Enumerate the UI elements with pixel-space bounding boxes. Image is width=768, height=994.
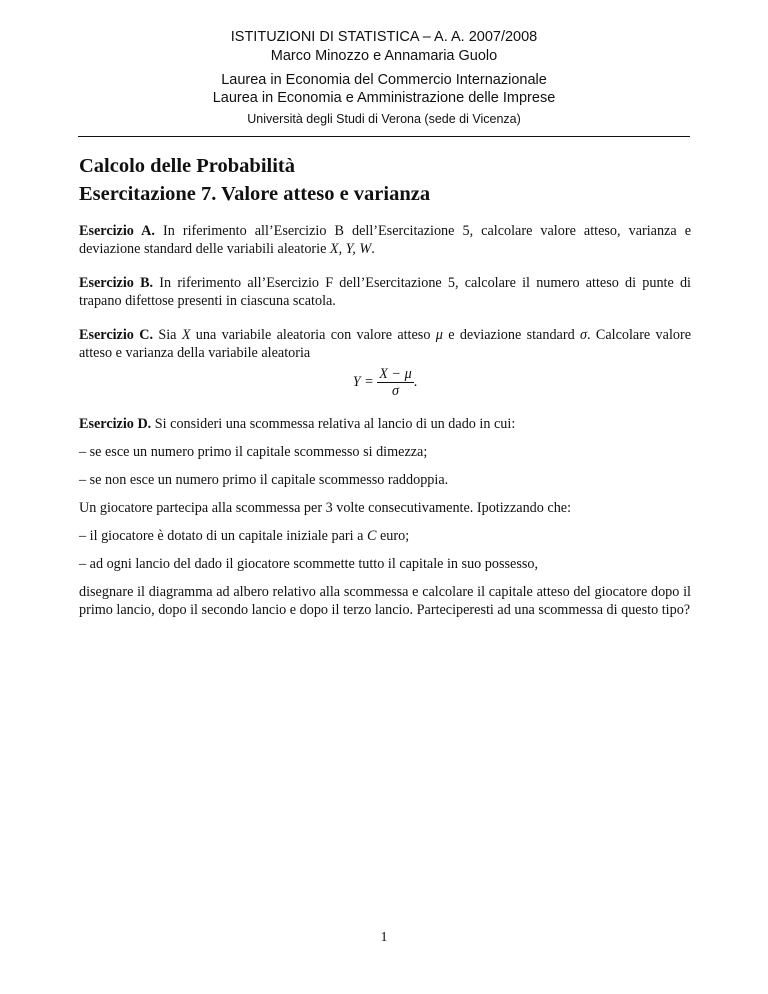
exercise-d-case-1: – se esce un numero primo il capitale scommesso si dimezza;	[79, 444, 428, 460]
formula-denominator: σ	[392, 383, 399, 399]
title-line-2: Esercitazione 7. Valore atteso e varianza	[79, 183, 431, 205]
formula-fraction	[377, 366, 413, 399]
exercise-d-case-2: – se non esce un numero primo il capitale scommesso raddoppia.	[79, 472, 449, 488]
exercise-b-text: In riferimento all’Esercizio F dell’Esercitazione 5, calcolare il numero atteso di punte di trapano difettose presenti in ciascuna scatola.	[79, 275, 692, 309]
degree-line-1: Laurea in Economia del Commercio Internazionale	[221, 72, 547, 88]
hypothesis-1-end: euro;	[376, 528, 410, 544]
course-title: ISTITUZIONI DI STATISTICA – A. A. 2007/2008	[230, 29, 538, 45]
exercise-c-text-4: . Calcolare valore atteso e varianza della variabile aleatoria	[79, 327, 692, 361]
exercise-d-label: Esercizio D.	[79, 416, 152, 432]
exercise-d-intro	[79, 415, 691, 433]
authors: Marco Minozzo e Annamaria Guolo	[270, 48, 498, 64]
var-c: C	[366, 528, 377, 544]
page-number: 1	[380, 930, 388, 945]
degree-line-2: Laurea in Economia e Amministrazione delle Imprese	[212, 90, 556, 106]
standardization-formula	[79, 366, 691, 399]
var-x: X	[181, 327, 191, 343]
exercise-a-vars: X, Y, W	[329, 241, 372, 257]
exercise-a-end: .	[371, 241, 375, 257]
exercise-c-text-2: una variabile aleatoria con valore atteso	[190, 327, 436, 343]
exercise-c	[79, 326, 691, 362]
hypothesis-1-text: – il giocatore è dotato di un capitale iniziale pari a	[79, 528, 367, 544]
exercise-d-question: disegnare il diagramma ad albero relativo alla scommessa e calcolare il capitale atteso del giocatore dopo il primo lancio, dopo il secondo lancio e dopo il terzo lancio. Parteciperesti ad una scommessa di questo tipo?	[79, 584, 691, 618]
exercise-d	[79, 415, 691, 619]
exercise-c-text-3: e deviazione standard	[442, 327, 580, 343]
formula-lhs: Y =	[352, 373, 374, 390]
var-mu: μ	[435, 327, 443, 343]
exercise-b-label: Esercizio B.	[79, 275, 154, 291]
header-divider	[78, 136, 690, 137]
exercise-b	[79, 274, 691, 310]
document-header	[0, 28, 768, 127]
exercise-d-hypothesis-2: – ad ogni lancio del dado il giocatore scommette tutto il capitale in suo possesso,	[79, 556, 539, 572]
exercise-a	[79, 222, 691, 258]
university: Università degli Studi di Verona (sede di Vicenza)	[247, 112, 521, 126]
exercise-d-hypothesis-1	[79, 527, 691, 545]
exercise-c-label: Esercizio C.	[79, 327, 154, 343]
exercise-d-intro-text: Si consideri una scommessa relativa al lancio di un dado in cui:	[151, 416, 516, 432]
exercise-d-setup: Un giocatore partecipa alla scommessa per 3 volte consecutivamente. Ipotizzando che:	[79, 500, 572, 516]
formula-numerator: X − μ	[379, 366, 412, 382]
page-title	[79, 152, 691, 208]
title-line-1: Calcolo delle Probabilità	[79, 155, 296, 177]
formula-end: .	[413, 373, 418, 390]
var-sigma: σ	[580, 327, 587, 343]
exercise-c-text-1: Sia	[153, 327, 182, 343]
exercise-a-text: In riferimento all’Esercizio B dell’Esercitazione 5, calcolare valore atteso, varianza e deviazione standard delle variabili aleatorie	[79, 223, 692, 257]
exercise-a-label: Esercizio A.	[79, 223, 155, 239]
document-body	[79, 222, 691, 635]
